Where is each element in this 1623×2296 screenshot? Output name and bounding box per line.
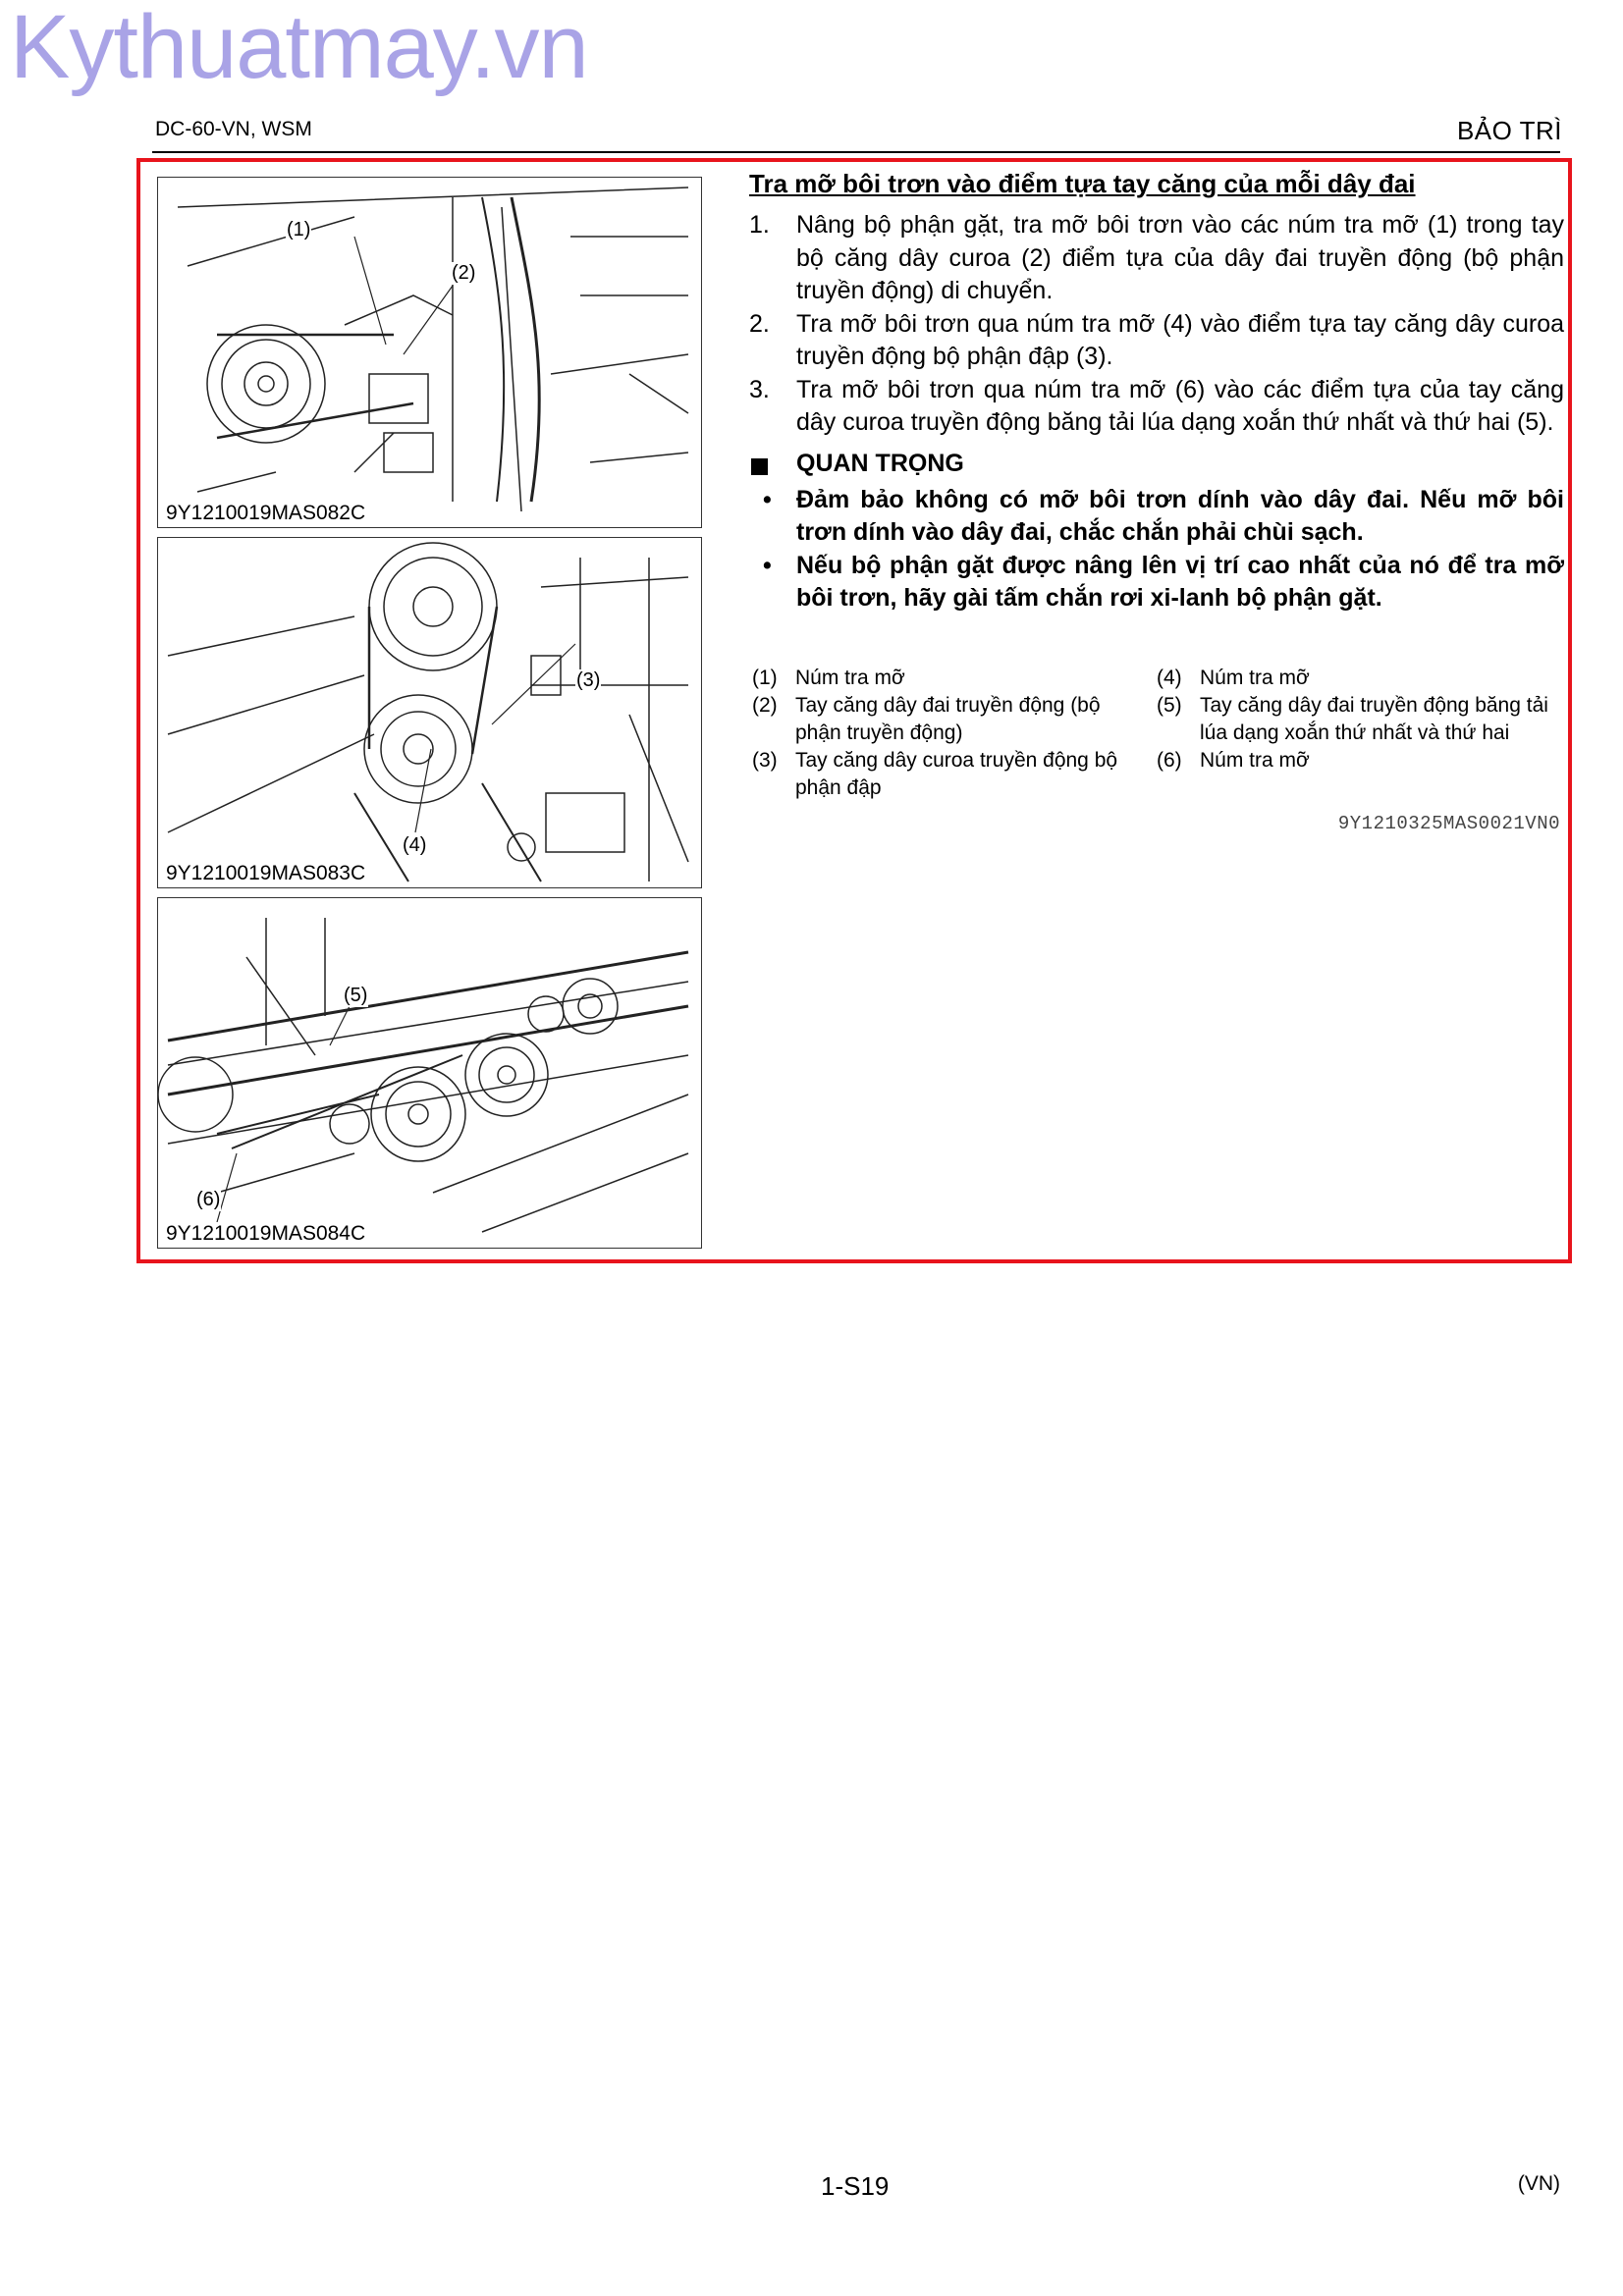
figure-3-drawing	[158, 898, 702, 1249]
legend-item	[1154, 747, 1564, 802]
legend-item	[749, 665, 1154, 692]
legend-item	[1154, 692, 1564, 747]
step-number: 2.	[749, 309, 770, 338]
figure-2-drawing	[158, 538, 702, 888]
step-text: Tra mỡ bôi trơn qua núm tra mỡ (6) vào các điểm tựa của tay căng dây curoa truyền động băng tải lúa dạng xoắn thứ nhất và thứ hai (5).	[796, 375, 1564, 436]
header-document-code: DC-60-VN, WSM	[155, 118, 312, 140]
header-rule	[152, 151, 1560, 153]
figure-3-callout-5: (5)	[344, 985, 368, 1006]
important-label: QUAN TRỌNG	[796, 449, 964, 477]
important-list	[749, 484, 1564, 615]
figure-1-callout-2: (2)	[452, 262, 476, 284]
legend-number: (6)	[1157, 749, 1182, 772]
section-title: Tra mỡ bôi trơn vào điểm tựa tay căng của mỗi dây đai	[749, 169, 1416, 198]
figure-2	[157, 537, 702, 888]
legend-text: Núm tra mỡ	[1200, 749, 1310, 772]
page-language: (VN)	[1517, 2172, 1560, 2195]
legend-number: (3)	[752, 749, 778, 772]
important-text: Nếu bộ phận gặt được nâng lên vị trí cao nhất của nó để tra mỡ bôi trơn, hãy gài tấm chắn rơi xi-lanh bộ phận gặt.	[796, 551, 1564, 612]
legend-text: Núm tra mỡ	[795, 667, 905, 689]
legend-number: (4)	[1157, 667, 1182, 689]
figure-3	[157, 897, 702, 1249]
step-item	[749, 308, 1564, 374]
step-number: 1.	[749, 211, 770, 239]
figure-2-callout-3: (3)	[576, 669, 601, 691]
figure-1-code: 9Y1210019MAS082C	[166, 502, 366, 524]
important-heading	[749, 450, 1564, 478]
legend-number: (2)	[752, 694, 778, 717]
step-number: 3.	[749, 375, 770, 403]
step-text: Nâng bộ phận gặt, tra mỡ bôi trơn vào các núm tra mỡ (1) trong tay bộ căng dây curoa (2) điểm tựa của dây đai truyền động (bộ phận truyền động) di chuyển.	[796, 211, 1564, 304]
important-text: Đảm bảo không có mỡ bôi trơn dính vào dây đai. Nếu mỡ bôi trơn dính vào dây đai, chắc chắn phải chùi sạch.	[796, 485, 1564, 546]
figure-2-callout-4: (4)	[403, 834, 427, 856]
bullet-icon: •	[763, 485, 772, 513]
step-item	[749, 209, 1564, 308]
legend-item	[1154, 665, 1564, 692]
legend-text: Núm tra mỡ	[1200, 667, 1310, 689]
legend-text: Tay căng dây đai truyền động băng tải lúa dạng xoắn thứ nhất và thứ hai	[1200, 694, 1548, 744]
watermark-logo: Kythuatmay.vn	[10, 0, 588, 97]
important-item	[749, 550, 1564, 615]
legend-item	[749, 747, 1154, 802]
figure-1	[157, 177, 702, 528]
figure-1-drawing	[158, 178, 702, 528]
figure-2-code: 9Y1210019MAS083C	[166, 862, 366, 884]
figure-1-callout-1: (1)	[287, 219, 311, 240]
legend-number: (5)	[1157, 694, 1182, 717]
header-section-title: BẢO TRÌ	[1456, 116, 1562, 145]
legend-number: (1)	[752, 667, 778, 689]
page-number: 1-S19	[821, 2171, 890, 2201]
bullet-icon: •	[763, 551, 772, 579]
figure-3-code: 9Y1210019MAS084C	[166, 1222, 366, 1245]
step-text: Tra mỡ bôi trơn qua núm tra mỡ (4) vào điểm tựa tay căng dây curoa truyền động bộ phận đập (3).	[796, 309, 1564, 370]
figure-3-callout-6: (6)	[196, 1189, 221, 1210]
step-item	[749, 374, 1564, 440]
legend-text: Tay căng dây đai truyền động (bộ phận truyền động)	[795, 694, 1101, 744]
parts-legend	[749, 665, 1564, 802]
important-item	[749, 484, 1564, 550]
legend-text: Tay căng dây curoa truyền động bộ phận đập	[795, 749, 1118, 799]
legend-item	[749, 692, 1154, 747]
reference-code: 9Y1210325MAS0021VN0	[1337, 813, 1560, 834]
instruction-section	[749, 169, 1564, 615]
step-list	[749, 209, 1564, 440]
square-bullet-icon	[751, 458, 768, 475]
